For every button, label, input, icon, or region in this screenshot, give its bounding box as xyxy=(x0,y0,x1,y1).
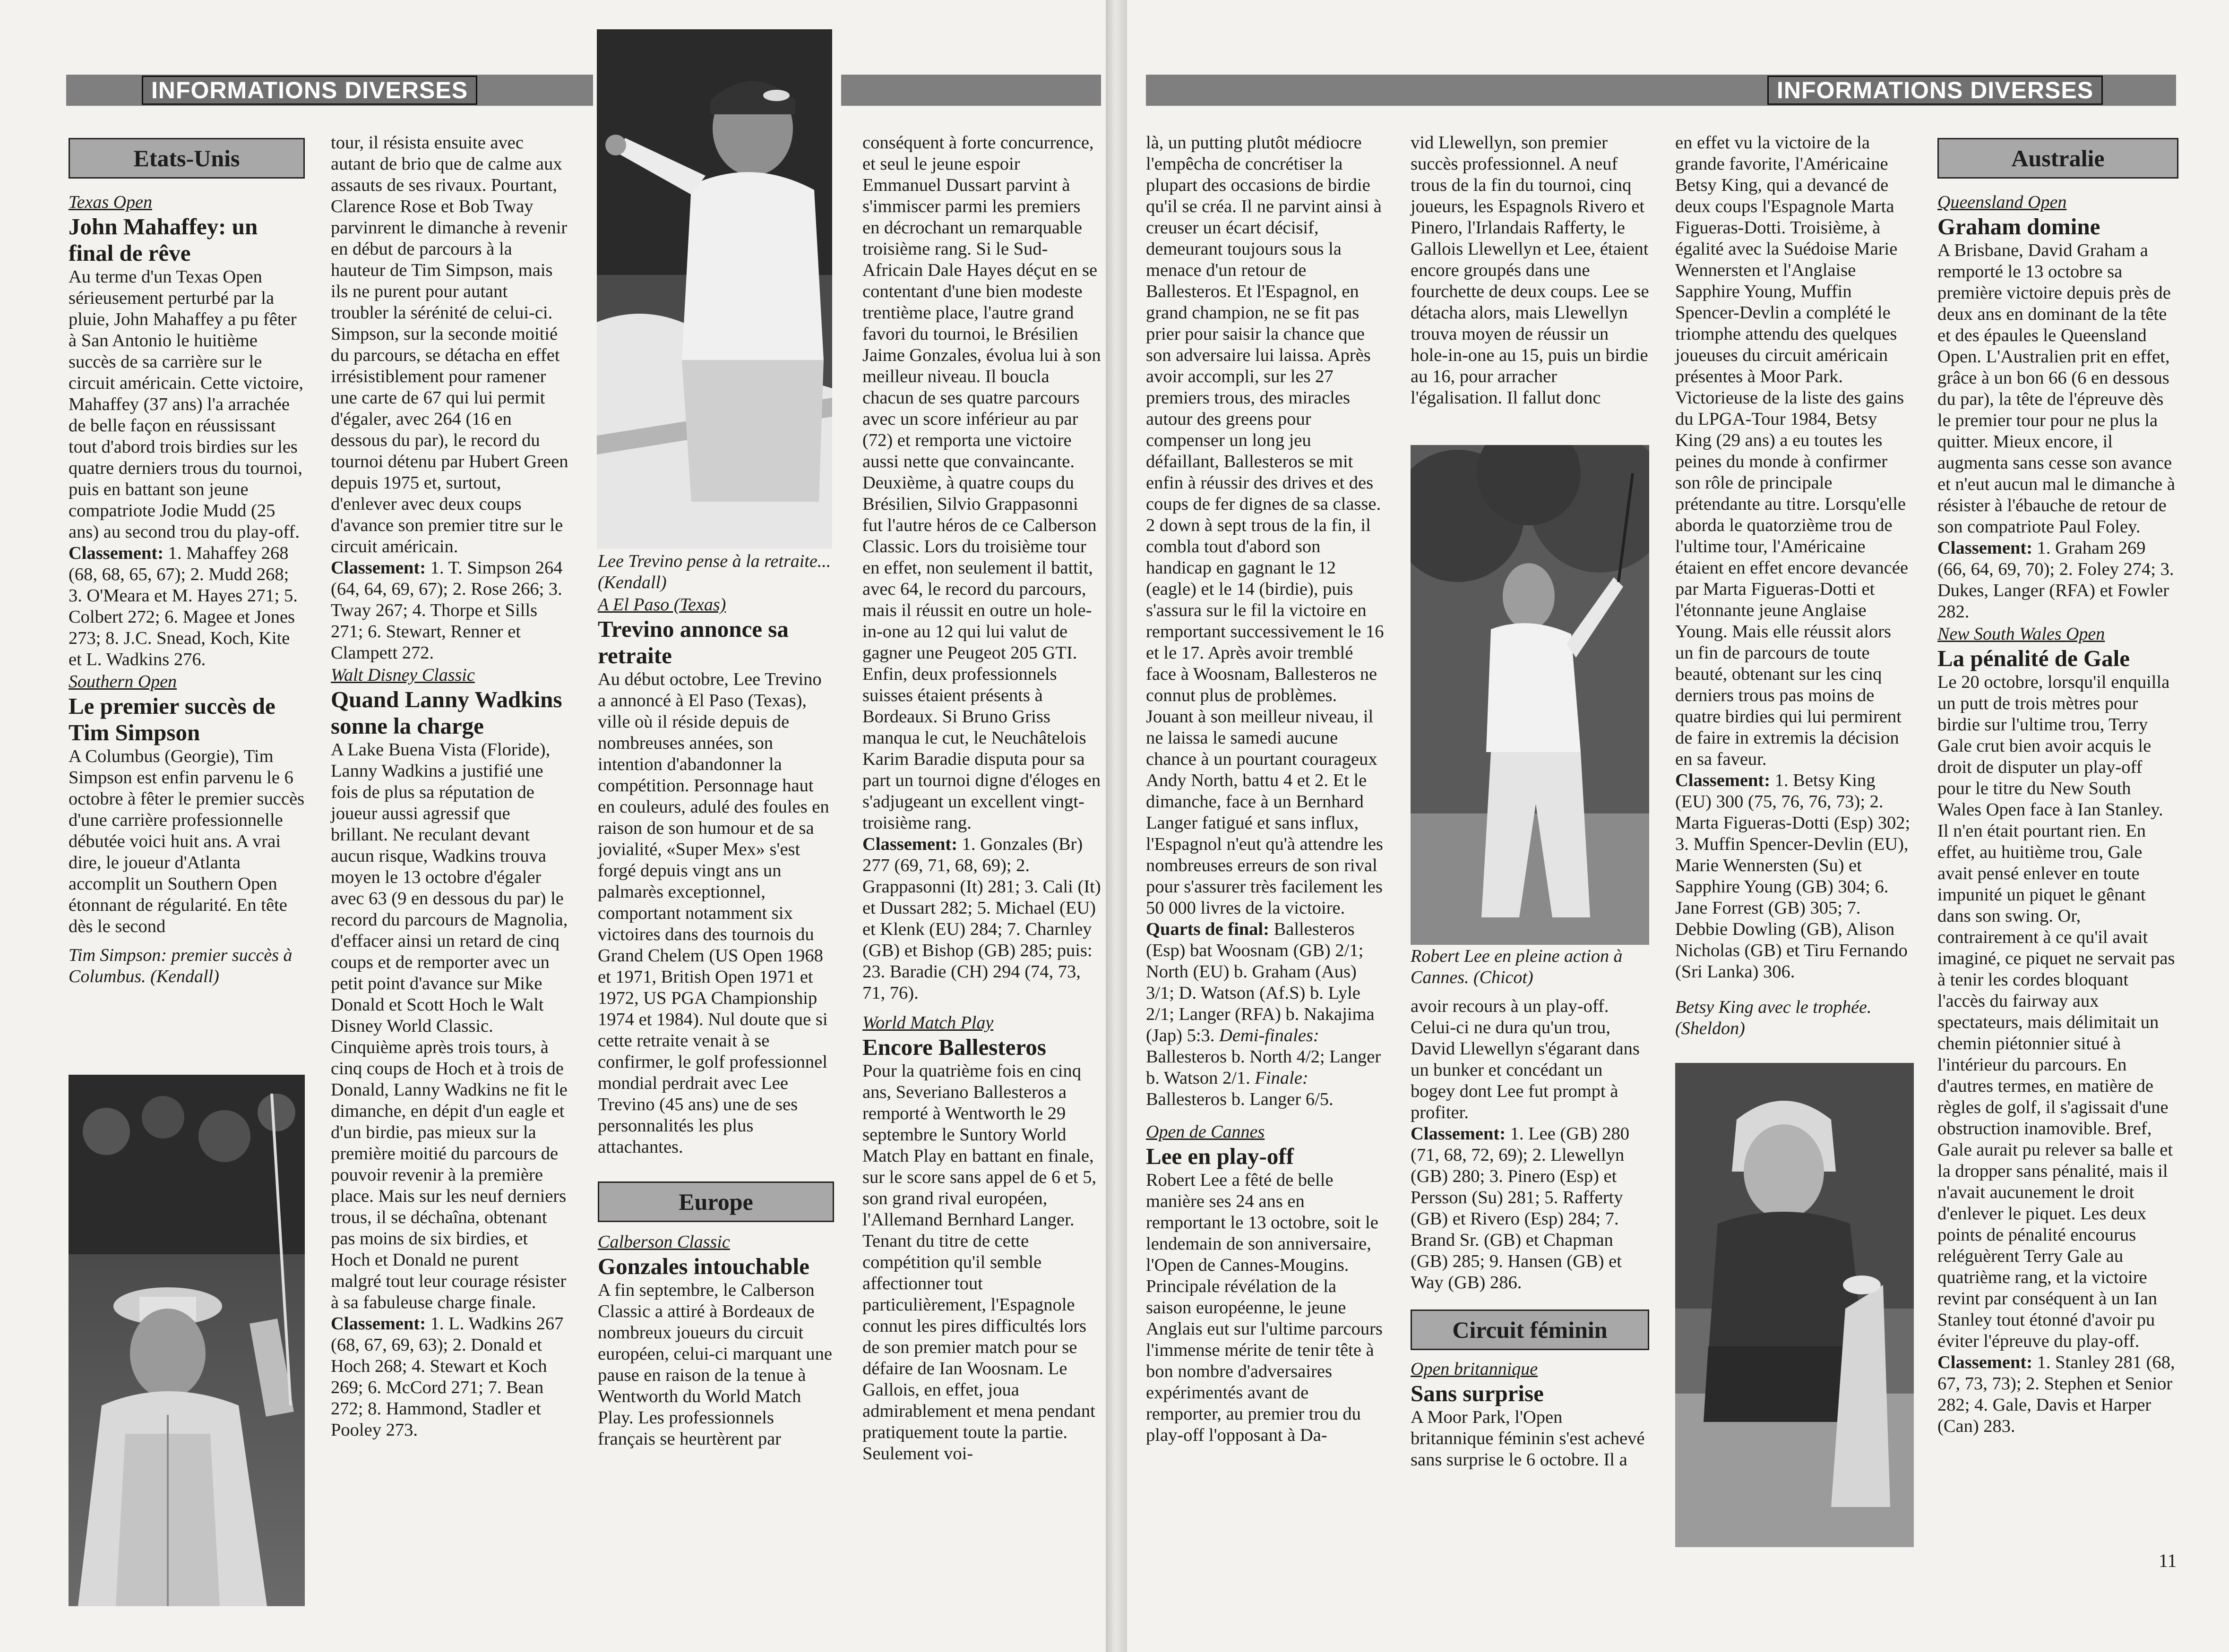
results-label: Classement: xyxy=(1937,1352,2033,1372)
headline-mahaffey: John Mahaffey: un final de rêve xyxy=(69,214,258,266)
caption-betsy-king: Betsy King avec le trophée. (Sheldon) xyxy=(1675,997,1872,1038)
results-label: Classement: xyxy=(331,1314,426,1334)
headline-wadkins: Quand Lanny Wadkins sonne la charge xyxy=(331,686,562,739)
article-calberson-body-2: conséquent à forte concurrence, et seul le jeune espoir Emmanuel Dussart parvint à s'immiscer parmi les premiers en décrochant un remarquable troisième rang. Si le Sud-Africain Dale Hayes déçut en se contentant d'une bien modeste trentième place, l'autre grand favori du tournoi, le Brésilien Jaime Gonzales, évolua lui à son meilleur niveau. Il boucla chacun de ses quatre parcours avec un score inférieur au par (72) et remporta une victoire aussi nette que convaincante. Deuxième, à quatre coups du Brésilien, Silvio Grappasonni fut l'autre héros de ce Calberson Classic. Lors du troisième tour en effet, non seulement il battit, avec 64, le record du parcours, mais il réussit en outre un hole-in-one au 12 qui lui valut de gagner une Peugeot 205 GTI. Enfin, deux professionnels suisses étaient présents à Bordeaux. Si Bruno Griss manqua le cut, le Neuchâtelois Karim Baradie disputa pour sa part un tournoi digne d'éloges en s'adjugeant un excellent vingt-troisième rang. xyxy=(862,133,1101,833)
article-calberson-body-1: A fin septembre, le Calberson Classic a attiré à Bordeaux de nombreux joueurs du circuit européen, celui-ci marquant une pause en raison de la tenue à Wentworth du World Match Play. Les professionnels français se heurtèrent par xyxy=(598,1280,832,1449)
photo-lee-trevino xyxy=(597,29,832,549)
page-number: 11 xyxy=(2159,1550,2177,1571)
kicker-southern-open: Southern Open xyxy=(69,672,177,692)
results-texas xyxy=(69,543,305,670)
section-heading-europe: Europe xyxy=(598,1181,834,1222)
kicker-open-cannes: Open de Cannes xyxy=(1146,1122,1265,1142)
results-calberson xyxy=(862,834,1101,1004)
kicker-open-britannique: Open britannique xyxy=(1411,1359,1538,1379)
kicker-walt-disney: Walt Disney Classic xyxy=(331,665,475,685)
photo-betsy-king xyxy=(1675,1063,1914,1547)
photo-tim-simpson xyxy=(69,1075,305,1606)
results-cannes xyxy=(1411,1123,1649,1293)
results-text: 1. Graham 269 (66, 64, 69, 70); 2. Foley 274; 3. Dukes, Langer (RFA) et Fowler 282. xyxy=(1937,538,2174,622)
headline-simpson: Le premier succès de Tim Simpson xyxy=(69,693,275,745)
headline-gonzales: Gonzales intouchable xyxy=(598,1253,809,1279)
column-8 xyxy=(1937,132,2178,1437)
results-text: Ballesteros (Esp) bat Woosnam (GB) 2/1; North (EU) b. Graham (Aus) 3/1; D. Watson (Af.S) b. Lyle 2/1; Langer (RFA) b. Nakajima (Jap) 5:3. xyxy=(1146,919,1375,1045)
results-label: Classement: xyxy=(1937,538,2033,558)
kicker-queensland: Queensland Open xyxy=(1937,192,2067,212)
results-nsw xyxy=(1937,1352,2178,1437)
article-women-body-2: en effet vu la victoire de la grande favorite, l'Américaine Betsy King, qui a devancé de deux coups l'Espagnole Marta Figueras-Dotti. Troisième, à égalité avec la Suédoise Marie Wennersten et l'Anglaise Sapphire Young, Muffin Spencer-Devlin a complété le triomphe attendu des quelques joueuses du circuit américain présentes à Moor Park. Victorieuse de la liste des gains du LPGA-Tour 1984, Betsy King (29 ans) a eu toutes les peines du monde à confirmer son rôle de principale prétendante au titre. Lorsqu'elle aborda le quatorzième trou de l'ultime tour, l'Américaine étaient en effet encore devancée par Marta Figueras-Dotti et l'étonnante jeune Anglaise Young. Mais elle réussit alors un fin de parcours de toute beauté, obtenant sur les cinq derniers trous pas moins de quatre birdies qui lui permirent de faire in extremis la décision en sa faveur. xyxy=(1675,133,1909,769)
page-gutter xyxy=(1106,0,1127,1652)
photo-robert-lee xyxy=(1411,445,1649,945)
article-cannes-body-3: avoir recours à un play-off. Celui-ci ne dura qu'un trou, David Llewellyn s'égarant dans un bunker et concédant un bogey dont Lee fut prompt à profiter. xyxy=(1411,996,1640,1122)
kicker-calberson: Calberson Classic xyxy=(598,1232,730,1252)
results-label: Classement: xyxy=(69,543,164,563)
headline-trevino: Trevino annonce sa retraite xyxy=(598,616,789,668)
headline-lee: Lee en play-off xyxy=(1146,1143,1294,1169)
section-heading-us: Etats-Unis xyxy=(69,138,305,179)
kicker-texas-open: Texas Open xyxy=(69,192,152,212)
kicker-el-paso: A El Paso (Texas) xyxy=(598,595,726,615)
final-label: Finale: xyxy=(1255,1068,1308,1088)
results-text: 1. Betsy King (EU) 300 (75, 76, 76, 73); 2. Marta Figueras-Dotti (Esp) 302; 3. Muffin Spencer-Devlin (EU), Marie Wennersten (Su) et Sapphire Young (GB) 304; 6. Jane Forrest (GB) 305; 7. Debbie Dowling (GB), Alison Nicholas (GB) et Tiru Fernando (Sri Lanka) 306. xyxy=(1675,770,1911,982)
column-4 xyxy=(862,132,1101,1464)
banner-title-right: INFORMATIONS DIVERSES xyxy=(1767,76,2103,105)
section-heading-women: Circuit féminin xyxy=(1411,1310,1649,1350)
results-label: Classement: xyxy=(1411,1124,1506,1144)
column-6-lower xyxy=(1411,946,1649,1471)
article-wmp-body-2: là, un putting plutôt médiocre l'empêcha de concrétiser la plupart des occasions de birdie qu'il se créa. Il ne parvint ainsi à creuser un écart décisif, demeurant toujours sous la menace d'un retour de Ballesteros. Et l'Espagnol, en grand champion, ne se fit pas prier pour saisir la chance que son adversaire lui laissa. Après avoir accompli, sur les 27 premiers trous, des miracles autour des greens pour compenser un long jeu défaillant, Ballesteros se mit enfin à réussir des drives et des coups de fer dignes de sa classe. 2 down à sept trous de la fin, il combla tout d'abord son handicap en gagnant le 12 (eagle) et le 14 (birdie), puis s'assura sur le fil la victoire en remportant successivement le 16 et le 17. Après avoir tremblé face à Woosnam, Ballesteros ne connut plus de problèmes. Jouant à son meilleur niveau, il ne laissa le samedi aucune chance à un pourtant courageux Andy North, battu 4 et 2. Et le dimanche, face à un Bernhard Langer fatigué et sans influx, l'Espagnol n'eut qu'à attendre les nombreuses erreurs de son rival pour s'assurer très facilement les 50 000 livres de la victoire. xyxy=(1146,133,1384,918)
results-text: 1. T. Simpson 264 (64, 64, 69, 67); 2. Rose 266; 3. Tway 267; 4. Thorpe et Sills 271; 6. Stewart, Renner et Clampett 272. xyxy=(331,558,563,663)
results-southern xyxy=(331,557,569,664)
headline-gale: La pénalité de Gale xyxy=(1937,645,2130,671)
headline-graham: Graham domine xyxy=(1937,214,2100,240)
article-wmp-body-1: Pour la quatrième fois en cinq ans, Severiano Ballesteros a remporté à Wentworth le 29 septembre le Suntory World Match Play en battant en finale, sur le score sans appel de 6 et 5, son grand rival européen, l'Allemand Bernhard Langer. Tenant du titre de cette compétition qu'il semble affectionner tout particulièrement, l'Espagnole connut les pires difficultés lors de son premier match pour se défaire de Ian Woosnam. Le Gallois, en effet, joua admirablement et mena pendant pratiquement toute la partie. Seulement voi- xyxy=(862,1061,1096,1464)
article-disney-body: A Lake Buena Vista (Floride), Lanny Wadkins a justifié une fois de plus sa réputation de joueur aussi agressif que brillant. Ne reculant devant aucun risque, Wadkins trouva moyen le 13 octobre d'égaler avec 63 (9 en dessous du par) le record du parcours de Magnolia, d'effacer ainsi un retard de cinq coups et de remporter avec un petit point d'avance sur Mike Donald et Scott Hoch le Walt Disney World Classic. Cinquième après trois tours, à cinq coups de Hoch et à trois de Donald, Lanny Wadkins ne fit le dimanche, en dépit d'un eagle et d'un birdie, pas mieux sur la première moitié du parcours de pouvoir revenir à la première place. Mais sur les neuf derniers trous, il se déchaîna, obtenant pas moins de six birdies, et Hoch et Donald ne purent malgré tout leur courage résister à sa fabuleuse charge finale. xyxy=(331,740,568,1312)
article-cannes-body-2: vid Llewellyn, son premier succès professionnel. A neuf trous de la fin du tournoi, cinq joueurs, les Espagnols Rivero et Pinero, l'Irlandais Rafferty, le Gallois Llewellyn et Lee, étaient encore groupés dans une fourchette de deux coups. Lee se détacha alors, mais Llewellyn trouva moyen de réussir un hole-in-one au 15, puis un birdie au 16, pour arracher l'égalisation. Il fallut donc xyxy=(1411,133,1649,408)
caption-robert-lee: Robert Lee en pleine action à Cannes. (Chicot) xyxy=(1411,946,1623,987)
results-text: 1. Mahaffey 268 (68, 68, 65, 67); 2. Mudd 268; 3. O'Meara et M. Hayes 271; 5. Colbert 272; 6. Magee et Jones 273; 8. J.C. Snead, Koch, Kite et L. Wadkins 276. xyxy=(69,543,298,669)
headline-ballesteros: Encore Ballesteros xyxy=(862,1034,1046,1060)
results-label: Classement: xyxy=(1675,770,1771,790)
caption-simpson: Tim Simpson: premier succès à Columbus. (Kendall) xyxy=(69,945,293,986)
semifinals-text: Ballesteros b. North 4/2; Langer b. Watson 2/1. xyxy=(1146,1047,1381,1088)
article-women-body-1: A Moor Park, l'Open britannique féminin s'est achevé sans surprise le 6 octobre. Il a xyxy=(1411,1407,1645,1470)
results-text: 1. L. Wadkins 267 (68, 67, 69, 63); 2. Donald et Hoch 268; 4. Stewart et Koch 269; 6. McCord 271; 7. Bean 272; 8. Hammond, Stadler et Pooley 273. xyxy=(331,1314,564,1440)
results-text: 1. Lee (GB) 280 (71, 68, 72, 69); 2. Llewellyn (GB) 280; 3. Pinero (Esp) et Persson (Su) 281; 5. Rafferty (GB) et Rivero (Esp) 284; 7. Brand Sr. (GB) et Chapman (GB) 285; 9. Hansen (GB) et Way (GB) 286. xyxy=(1411,1124,1629,1292)
results-women xyxy=(1675,770,1914,983)
column-2 xyxy=(331,132,569,1441)
final-text: Ballesteros b. Langer 6/5. xyxy=(1146,1089,1334,1109)
results-label: Classement: xyxy=(331,558,426,578)
article-southern-body-1: A Columbus (Georgie), Tim Simpson est enfin parvenu le 6 octobre à fêter le premier succès d'une carrière professionnelle débutée voici huit ans. A vrai dire, le joueur d'Atlanta accomplit un Southern Open étonnant de régularité. En tête dès le second xyxy=(69,746,305,936)
article-nsw-body: Le 20 octobre, lorsqu'il enquilla un putt de trois mètres pour birdie sur l'ultime trou, Terry Gale crut bien avoir acquis le droit de disputer un play-off pour le titre du New South Wales Open face à Ian Stanley. Il n'en était pourtant rien. En effet, au huitième trou, Gale avait pensé enlever en toute impunité un piquet le gênant dans son swing. Or, contrairement à ce qu'il avait imaginé, ce piquet ne servait pas à tenir les cordes bloquant l'accès du fairway aux spectateurs, mais délimitait un chemin piétonnier situé à l'intérieur du parcours. En d'autres termes, en matière de règles de golf, il s'agissait d'une obstruction inamovible. Bref, Gale aurait pu relever sa balle et la dropper sans pénalité, mais il n'avait aucunement le droit d'enlever le piquet. Les deux points de pénalité encourus reléguèrent Terry Gale au quatrième rang, et la victoire revint par conséquent à un Ian Stanley tout étonné d'avoir pu éviter l'épreuve du play-off. xyxy=(1937,672,2175,1351)
kicker-world-match-play: World Match Play xyxy=(862,1013,994,1033)
column-6 xyxy=(1411,132,1649,409)
results-wmp xyxy=(1146,919,1385,1110)
article-queensland-body: A Brisbane, David Graham a remporté le 13 octobre sa première victoire depuis près de deux ans en dominant de la tête et des épaules le Queensland Open. L'Australien prit en effet, grâce à un bon 66 (6 en dessous du par), la tête de l'épreuve dès le premier tour pour ne plus la quitter. Mieux encore, il augmenta sans cesse son avance et n'eut aucun mal le dimanche à résister à l'ébauche de retour de son compatriote Paul Foley. xyxy=(1937,240,2175,537)
article-trevino-body: Au début octobre, Lee Trevino a annoncé à El Paso (Texas), ville où il réside depuis de nombreuses années, son intention d'abandonner la compétition. Personnage haut en couleurs, adulé des foules en raison de son humour et de sa jovialité, «Super Mex» s'est forgé depuis vingt ans un palmarès exceptionnel, comportant notamment six victoires dans des tournois du Grand Chelem (US Open 1968 et 1971, British Open 1971 et 1972, US PGA Championship 1974 et 1984). Nul doute que si cette retraite venait à se confirmer, le golf professionnel mondial perdrait avec Lee Trevino (45 ans) une de ses personnalités les plus attachantes. xyxy=(598,669,829,1157)
results-disney xyxy=(331,1313,569,1441)
banner-title-left: INFORMATIONS DIVERSES xyxy=(142,76,477,105)
article-southern-body-2: tour, il résista ensuite avec autant de brio que de calme aux assauts de ses rivaux. Pourtant, Clarence Rose et Bob Tway parvinrent le dimanche à revenir en début de parcours à la hauteur de Tim Simpson, mais ils ne purent pour autant troubler la sérénité de celui-ci. Simpson, sur la seconde moitié du parcours, se détacha en effet irrésistiblement pour ramener une carte de 67 qui lui permit d'égaler, avec 264 (16 en dessous du par), le record du tournoi détenu par Hubert Green depuis 1975 et, surtout, d'enlever avec deux coups d'avance son premier titre sur le circuit américain. xyxy=(331,133,568,556)
results-queensland xyxy=(1937,538,2178,623)
results-label: Quarts de final: xyxy=(1146,919,1269,939)
column-5 xyxy=(1146,132,1385,1446)
column-3 xyxy=(598,549,834,1450)
kicker-new-south-wales: New South Wales Open xyxy=(1937,624,2105,644)
caption-trevino: Lee Trevino pense à la retraite... (Kendall) xyxy=(598,551,831,592)
results-text: 1. Stanley 281 (68, 67, 73, 73); 2. Stephen et Senior 282; 4. Gale, Davis et Harper (Can) 283. xyxy=(1937,1352,2175,1436)
semifinals-label: Demi-finales: xyxy=(1219,1026,1319,1045)
column-7 xyxy=(1675,132,1914,1039)
banner-bar-left-2 xyxy=(841,75,1101,106)
headline-sans-surprise: Sans surprise xyxy=(1411,1380,1544,1406)
section-heading-australia: Australie xyxy=(1937,138,2178,179)
results-text: 1. Gonzales (Br) 277 (69, 71, 68, 69); 2. Grappasonni (It) 281; 3. Cali (It) et Dussart 282; 5. Michael (EU) et Klenk (EU) 284; 7. Charnley (GB) et Bishop (GB) 285; puis: 23. Baradie (CH) 294 (74, 73, 71, 76). xyxy=(862,834,1101,1003)
article-texas-body: Au terme d'un Texas Open sérieusement perturbé par la pluie, John Mahaffey a pu fêter à San Antonio le huitième succès de sa carrière sur le circuit américain. Cette victoire, Mahaffey (37 ans) l'a arrachée de belle façon en réussissant tout d'abord trois birdies sur les quatre derniers trous du tournoi, puis en battant son jeune compatriote Jodie Mudd (25 ans) au second trou du play-off. xyxy=(69,267,304,542)
results-label: Classement: xyxy=(862,834,958,854)
column-1 xyxy=(69,132,305,987)
article-cannes-body-1: Robert Lee a fêté de belle manière ses 24 ans en remportant le 13 octobre, soit le lendemain de son anniversaire, l'Open de Cannes-Mougins. Principale révélation de la saison européenne, le jeune Anglais eut sur l'ultime parcours l'immense mérite de tenir tête à bon nombre d'adversaires expérimentés avant de remporter, au premier trou du play-off l'opposant à Da- xyxy=(1146,1170,1383,1445)
